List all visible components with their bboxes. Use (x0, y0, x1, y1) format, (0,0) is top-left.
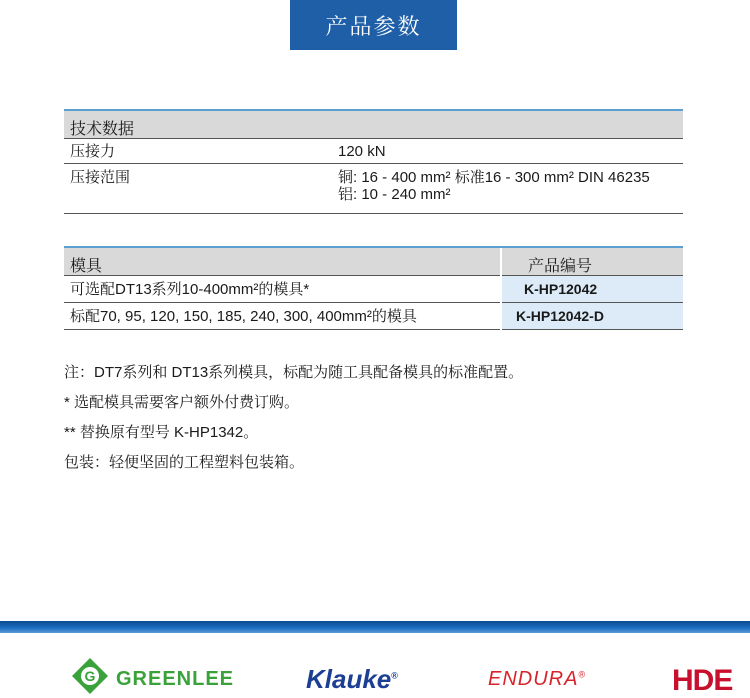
brand-logos (0, 650, 750, 697)
spec-value (338, 164, 683, 214)
notes-section (64, 362, 523, 482)
note-line: ** 替换原有型号 K-HP1342。 (64, 424, 259, 441)
part-number-column-header: 产品编号 (501, 247, 683, 276)
greenlee-diamond-icon (70, 656, 110, 696)
registered-mark: ® (391, 670, 398, 681)
note-line: 包装：轻便坚固的工程塑料包装箱。 (64, 454, 305, 471)
mold-table-header (64, 247, 683, 276)
spec-value-line: 铝: 10 - 240 mm² (338, 186, 451, 203)
mold-table (64, 246, 683, 330)
greenlee-mark-letter: G (84, 668, 96, 684)
table-row (64, 164, 683, 214)
klauke-wordmark: Klauke (306, 664, 392, 694)
section-title: 产品参数 (290, 0, 457, 50)
spec-label: 压接力 (64, 139, 338, 164)
tech-table-header (64, 110, 683, 139)
mold-description: 标配70, 95, 120, 150, 185, 240, 300, 400mm²的模具 (64, 303, 501, 330)
spec-value: 120 kN (338, 139, 683, 164)
spec-value-line: 铜: 16 - 400 mm² 标准16 - 300 mm² DIN 46235 (338, 169, 650, 186)
klauke-logo (306, 664, 398, 695)
table-row (64, 276, 683, 303)
registered-mark: ® (578, 669, 587, 680)
hde-logo: HDE (672, 664, 733, 697)
part-number: K-HP12042-D (501, 303, 683, 330)
endura-wordmark: ENDURA (488, 668, 579, 690)
brand-divider-band (0, 621, 750, 633)
table-row (64, 139, 683, 164)
endura-logo (488, 668, 586, 691)
spec-label: 压接范围 (64, 164, 338, 214)
tech-data-table (64, 109, 683, 214)
greenlee-wordmark: GREENLEE (116, 667, 235, 690)
part-number: K-HP12042 (501, 276, 683, 303)
tech-table-heading: 技术数据 (64, 110, 683, 139)
note-line: * 选配模具需要客户额外付费订购。 (64, 394, 300, 411)
mold-description: 可选配DT13系列10-400mm²的模具* (64, 276, 501, 303)
greenlee-logo (70, 662, 234, 696)
mold-column-header: 模具 (64, 247, 501, 276)
table-row (64, 303, 683, 330)
note-line: 注：DT7系列和 DT13系列模具，标配为随工具配备模具的标准配置。 (64, 364, 524, 381)
